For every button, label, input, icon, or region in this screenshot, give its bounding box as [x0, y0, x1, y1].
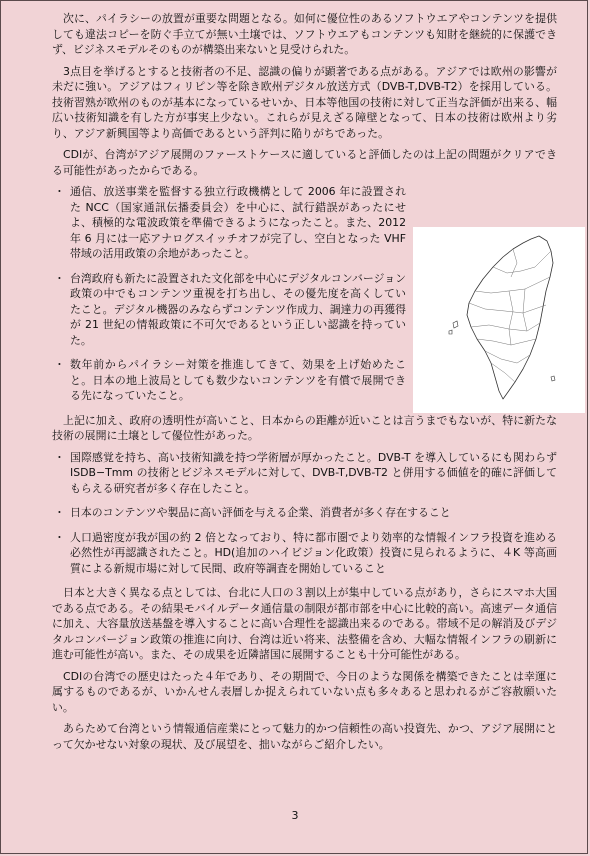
page-number: 3 — [291, 809, 299, 822]
paragraph-transparency: 上記に加え、政府の透明性が高いこと、日本からの距離が近いことは言うまでもないが、特に新たな技術の展開に土壌として優位性があった。 — [52, 413, 557, 442]
list-item-text: 通信、放送事業を監督する独立行政機構として 2006 年に設置された NCC（国家通訊伝播委員会）を中心に、試行錯誤があったにせよ、積極的な電波政策を準備できるようになったこと。また、2012 年 6 月には一応アナログスイッチオフが完了し、空白となった VHF 帯域の活用政策の余地があったこと。 — [70, 185, 406, 260]
list-item-text: 数年前からパイラシー対策を推進してきて、効果を上げ始めたこと。日本の地上波局としても数少ないコンテンツを有償で展開できる先になっていたこと。 — [70, 358, 406, 402]
bullet-marker: ・ — [54, 185, 65, 198]
paragraph-history: CDIの台湾での歴史はたった４年であり、その期間で、今日のような関係を構築できたことは幸運に属するものであるが、いかんせん表層しか捉えられていない点も多々あると思われるがご容赦願いたい。 — [52, 669, 557, 714]
bullet-marker: ・ — [54, 450, 65, 464]
paragraph-cdi-evaluation: CDIが、台湾がアジア展開のファーストケースに適していると評価したのは上記の問題がクリアできる可能性があったからである。 — [52, 148, 557, 177]
list-item — [52, 357, 406, 404]
taiwan-map-figure — [413, 227, 585, 413]
list-item — [52, 530, 557, 577]
paragraph-engineers: 3点目を挙げるとすると技術者の不足、認識の偏りが顕著である点がある。アジアでは欧州の影響が未だに強い。アジアはフィリピン等を除き欧州デジタル放送方式（DVB-T,DVB-T2）を採用している。技術習熟が欧州のものが基本になっているせいか、日本等他国の技術に対して正当な評価が出来る、幅広い技術知識を有した方が事実上少ない。これらが見えざる障壁となって、日本の技術は欧州より劣り、アジア新興国等より高価であるという評判に陥りがちであった。 — [52, 64, 557, 140]
paragraph-taipei: 日本と大きく異なる点としては、台北に人口の３割以上が集中している点があり，さらにスマホ大国である点である。その結果モバイルデータ通信量の制限が都市部を中心に比較的高い。高速データ通信に加え、大容量放送基盤を導入することに高い合理性を認識出来るのである。帯域不足の解消及びデジタルコンバージョン政策の推進に向け、台湾は近い将来、法整備を含め、大幅な情報インフラの刷新に進む可能性が高い。また、その成果を近隣諸国に展開することも十分可能性がある。 — [52, 586, 557, 661]
bullet-list-advantages — [52, 450, 557, 577]
bullet-marker: ・ — [54, 506, 65, 519]
list-item — [52, 505, 557, 521]
paragraph-introduction: あらためて台湾という情報通信産業にとって魅力的かつ信頼性の高い投資先、かつ、アジア展開にとって欠かせない対象の現状、及び展望を、拙いながらご紹介したい。 — [52, 722, 557, 751]
list-item-text: 台湾政府も新たに設置された文化部を中心にデジタルコンバージョン政策の中でもコンテンツ重視を打ち出し、その優先度を高くしていたこと。デジタル機器のみならずコンテンツ作成力、調達力の再獲得が 21 世紀の情報政策に不可欠であるという正しい認識を持っていた。 — [70, 271, 406, 347]
list-item — [52, 184, 406, 262]
list-item-text: 国際感覚を持ち、高い技術知識を持つ学術層が厚かったこと。DVB-T を導入しているにも関わらず ISDB−Tmm の技術とビジネスモデルに対して、DVB-T,DVB-T2 と併用する価値を的確に評価してもらえる研究者が多く存在したこと。 — [70, 450, 557, 495]
list-item — [52, 450, 557, 497]
list-item-text: 日本のコンテンツや製品に高い評価を与える企業、消費者が多く存在すること — [70, 506, 451, 519]
list-item-text: 人口過密度が我が国の約 2 倍となっており、特に都市圏でより効率的な情報インフラ投資を進める必然性が再認識されたこと。HD(追加のハイビジョン化政策）投資に見られるように、４K 等高画質による新規市場に対して民間、政府等調査を開始していること — [70, 530, 557, 575]
list-item — [52, 271, 406, 349]
bullet-marker: ・ — [54, 530, 65, 544]
bullet-marker: ・ — [54, 358, 65, 371]
taiwan-map-icon — [413, 227, 585, 413]
paragraph-piracy: 次に、パイラシーの放置が重要な問題となる。如何に優位性のあるソフトウエアやコンテンツを提供しても違法コピーを防ぐ手立てが無い土壌では、ソフトウエアもコンテンツも知財を継続的に保護できず、ビジネスモデルそのものが構築出来ないと見受けられた。 — [52, 12, 557, 56]
bullet-marker: ・ — [54, 271, 65, 285]
